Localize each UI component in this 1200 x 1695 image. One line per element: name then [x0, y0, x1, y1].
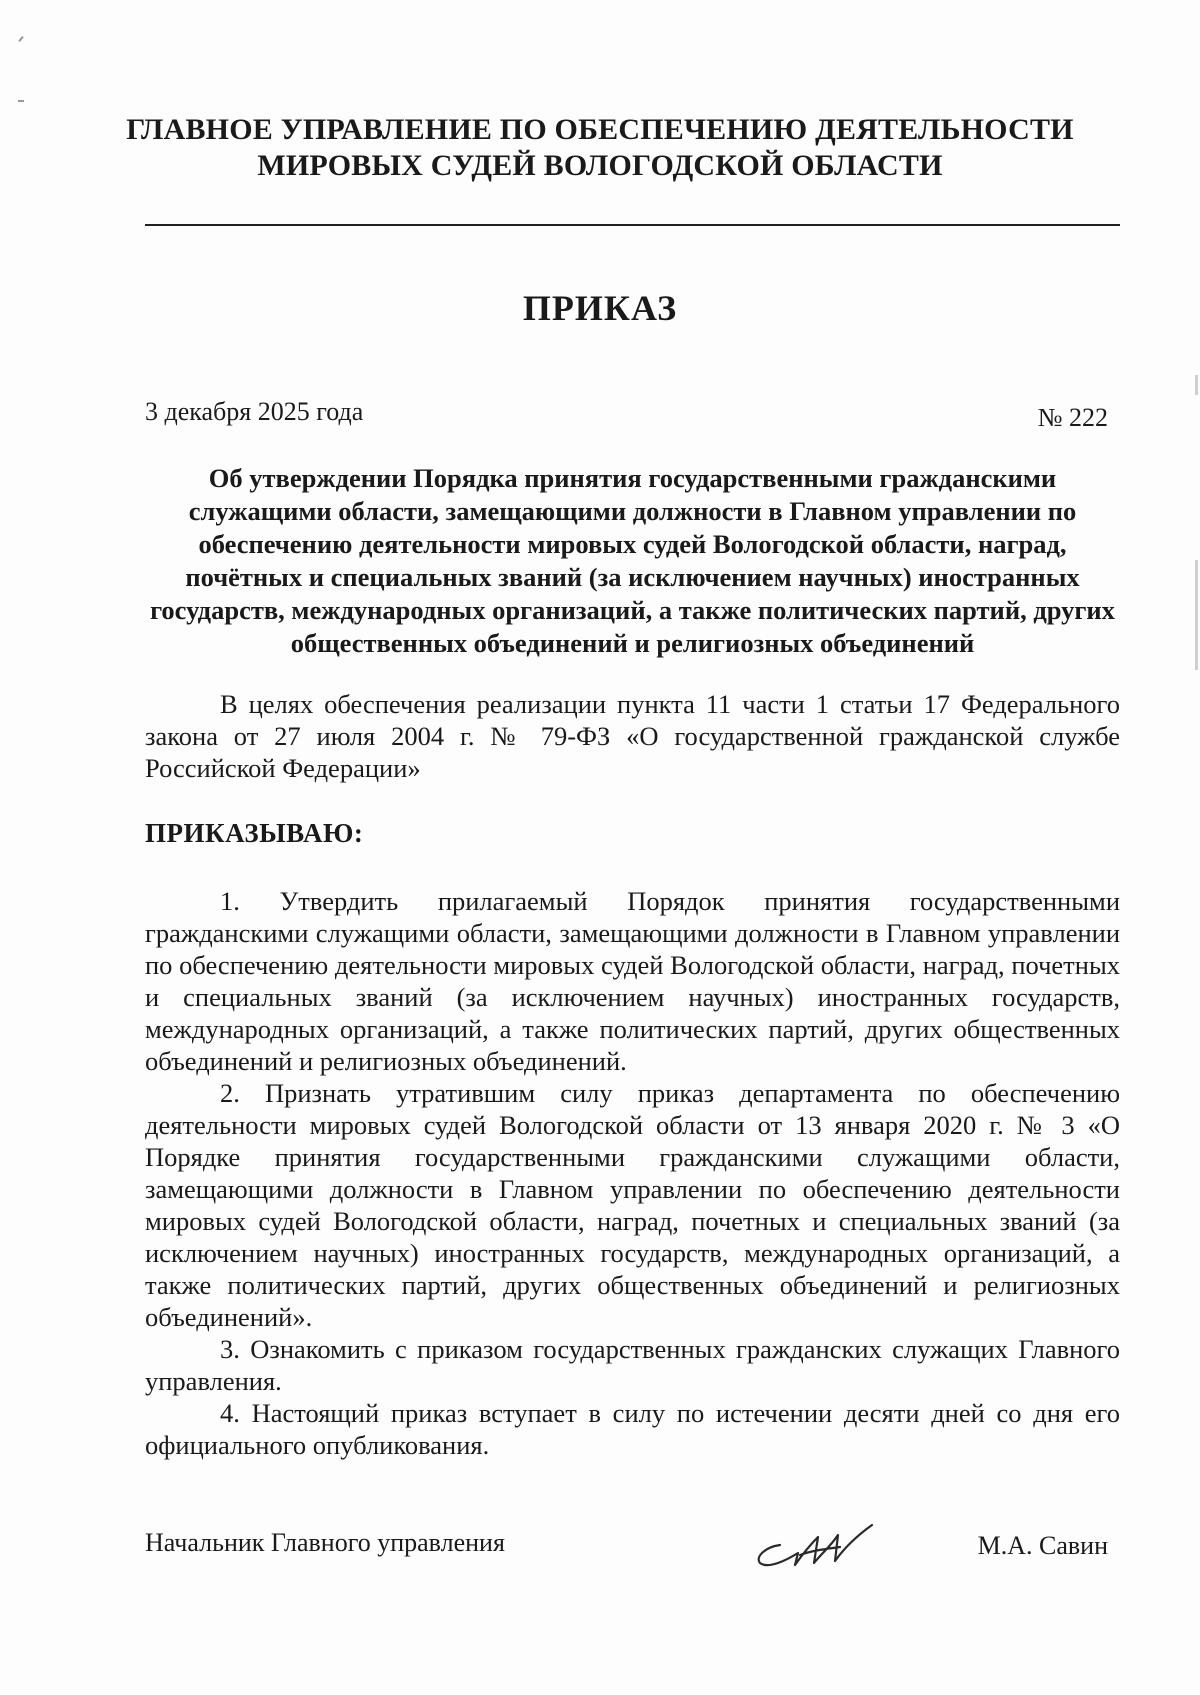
document-date: 3 декабря 2025 года	[145, 397, 364, 426]
signatory-role: Начальник Главного управления	[145, 1528, 505, 1557]
scan-edge-artifact	[1195, 375, 1198, 395]
scan-artifact	[18, 36, 23, 42]
document-number: № 222	[1037, 403, 1108, 432]
order-item-3: 3. Ознакомить с приказом государственных гражданских служащих Главного управления.	[145, 1334, 1120, 1396]
order-item-2: 2. Признать утратившим силу приказ департамента по обеспечению деятельности мировых судей Вологодской области от 13 января 2020 г. № 3 «О Порядке принятия государственными гражданскими служащими области, замещающими должности в Главном управлении по обеспечению деятельности мировых судей Вологодской области, наград, почетных и специальных званий (за исключением научных) иностранных государств, международных организаций, а также политических партий, других общественных объединений и религиозных объединений».	[145, 1078, 1120, 1332]
scan-edge-artifact	[1195, 560, 1198, 670]
organization-name-line2: МИРОВЫХ СУДЕЙ ВОЛОГОДСКОЙ ОБЛАСТИ	[257, 149, 943, 182]
document-subject: Об утверждении Порядка принятия государственными гражданскими служащими области, замещающими должности в Главном управлении по обеспечению деятельности мировых судей Вологодской области, наград, почётных и специальных званий (за исключением научных) иностранных государств, международных организаций, а также политических партий, других общественных объединений и религиозных объединений	[150, 463, 1115, 658]
organization-name-line1: ГЛАВНОЕ УПРАВЛЕНИЕ ПО ОБЕСПЕЧЕНИЮ ДЕЯТЕЛЬНОСТИ	[126, 113, 1074, 146]
order-word: ПРИКАЗЫВАЮ:	[145, 818, 364, 848]
order-item-4: 4. Настоящий приказ вступает в силу по истечении десяти дней со дня его официального опубликования.	[145, 1398, 1120, 1460]
organization-name	[120, 112, 1080, 184]
preamble: В целях обеспечения реализации пункта 11 части 1 статьи 17 Федерального закона от 27 июля 2004 г. № 79-ФЗ «О государственной гражданской службе Российской Федерации»	[145, 689, 1120, 783]
order-items	[145, 885, 1120, 1461]
order-item-1: 1. Утвердить прилагаемый Порядок принятия государственными гражданскими служащими области, замещающими должности в Главном управлении по обеспечению деятельности мировых судей Вологодской области, наград, почетных и специальных званий (за исключением научных) иностранных государств, международных организаций, а также политических партий, других общественных объединений и религиозных объединений.	[145, 886, 1120, 1076]
signatory-name: М.А. Савин	[977, 1531, 1108, 1560]
handwritten-signature	[740, 1505, 880, 1575]
document-type: ПРИКАЗ	[522, 288, 678, 328]
header-divider	[145, 224, 1120, 226]
scan-artifact	[18, 100, 24, 102]
